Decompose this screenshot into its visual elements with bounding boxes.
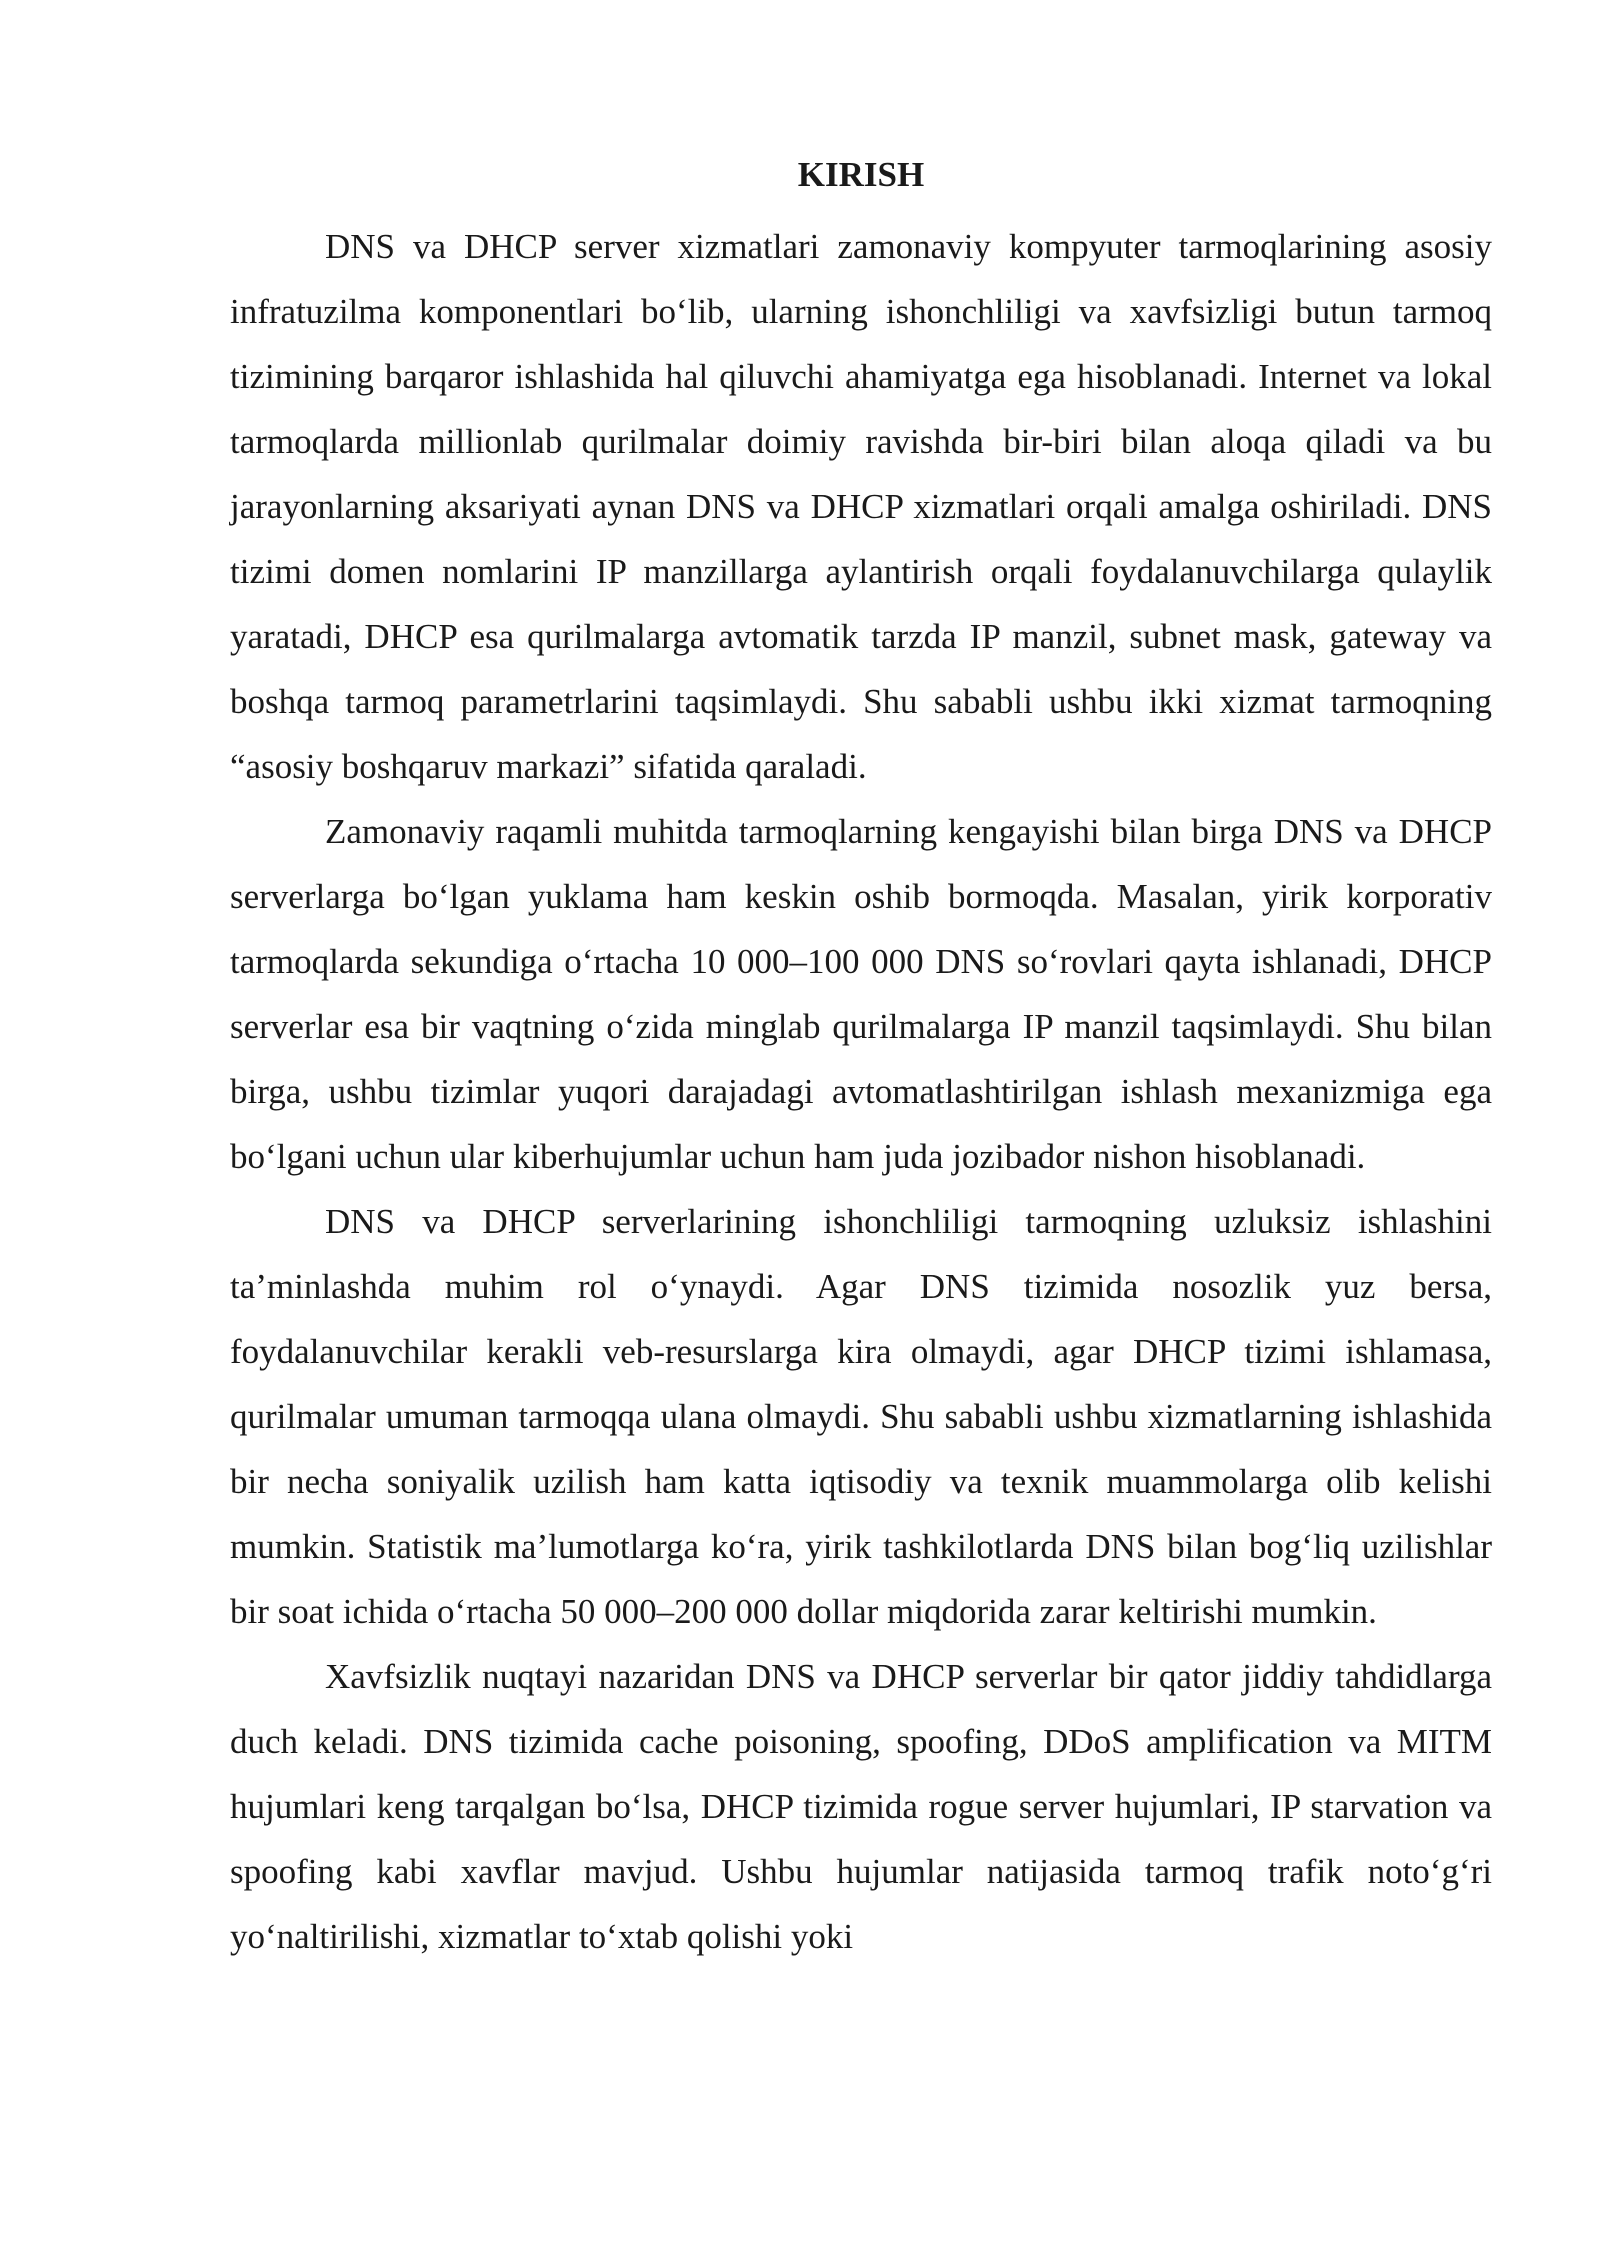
paragraph-3: DNS va DHCP serverlarining ishonchliligi tarmoqning uzluksiz ishlashini ta’minlashda muhim rol o‘ynaydi. Agar DNS tizimida nosozlik yuz bersa, foydalanuvchilar kerakli veb-resurslarga kira olmaydi, agar DHCP tizimi ishlamasa, qurilmalar umuman tarmoqqa ulana olmaydi. Shu sababli ushbu xizmatlarning ishlashida bir necha soniyalik uzilish ham katta iqtisodiy va texnik muammolarga olib kelishi mumkin. Statistik ma’lumotlarga ko‘ra, yirik tashkilotlarda DNS bilan bog‘liq uzilishlar bir soat ichida o‘rtacha 50 000–200 000 dollar miqdorida zarar keltirishi mumkin.: [230, 1202, 1492, 1631]
paragraph-1: DNS va DHCP server xizmatlari zamonaviy kompyuter tarmoqlarining asosiy infratuzilma komponentlari bo‘lib, ularning ishonchliligi va xavfsizligi butun tarmoq tizimining barqaror ishlashida hal qiluvchi ahamiyatga ega hisoblanadi. Internet va lokal tarmoqlarda millionlab qurilmalar doimiy ravishda bir-biri bilan aloqa qiladi va bu jarayonlarning aksariyati aynan DNS va DHCP xizmatlari orqali amalga oshiriladi. DNS tizimi domen nomlarini IP manzillarga aylantirish orqali foydalanuvchilarga qulaylik yaratadi, DHCP esa qurilmalarga avtomatik tarzda IP manzil, subnet mask, gateway va boshqa tarmoq parametrlarini taqsimlaydi. Shu sababli ushbu ikki xizmat tarmoqning “asosiy boshqaruv markazi” sifatida qaraladi.: [230, 227, 1492, 786]
paragraph-4: Xavfsizlik nuqtayi nazaridan DNS va DHCP serverlar bir qator jiddiy tahdidlarga duch keladi. DNS tizimida cache poisoning, spoofing, DDoS amplification va MITM hujumlari keng tarqalgan bo‘lsa, DHCP tizimida rogue server hujumlari, IP starvation va spoofing kabi xavflar mavjud. Ushbu hujumlar natijasida tarmoq trafik noto‘g‘ri yo‘naltirilishi, xizmatlar to‘xtab qolishi yoki: [230, 1657, 1492, 1956]
document-body: [230, 150, 1492, 1969]
section-title: KIRISH: [797, 155, 925, 194]
paragraph-2: Zamonaviy raqamli muhitda tarmoqlarning kengayishi bilan birga DNS va DHCP serverlarga bo‘lgan yuklama ham keskin oshib bormoqda. Masalan, yirik korporativ tarmoqlarda sekundiga o‘rtacha 10 000–100 000 DNS so‘rovlari qayta ishlanadi, DHCP serverlar esa bir vaqtning o‘zida minglab qurilmalarga IP manzil taqsimlaydi. Shu bilan birga, ushbu tizimlar yuqori darajadagi avtomatlashtirilgan ishlash mexanizmiga ega bo‘lgani uchun ular kiberhujumlar uchun ham juda jozibador nishon hisoblanadi.: [230, 812, 1492, 1176]
